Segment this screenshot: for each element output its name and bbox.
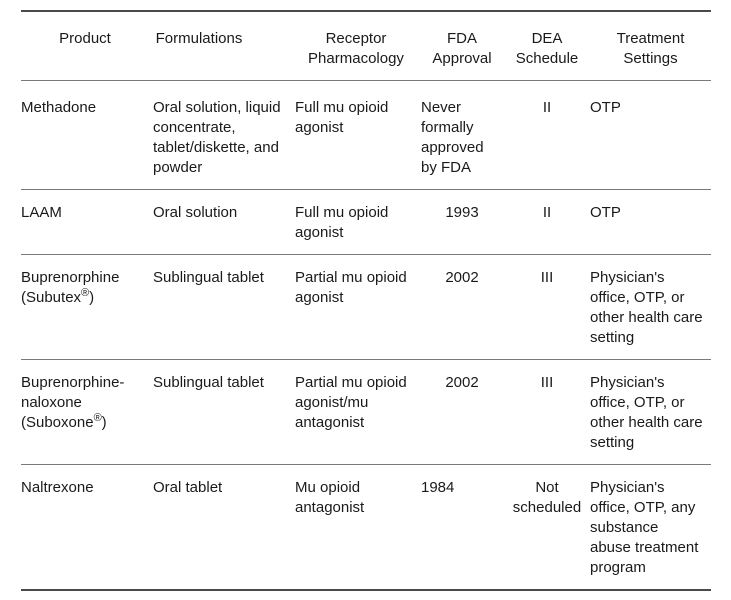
registered-mark: ® (93, 412, 102, 424)
cell-line: office, OTP, or (590, 394, 685, 411)
header-line: DEA (531, 30, 563, 47)
table-cell-settings (590, 478, 711, 578)
header-product-text: Product (59, 30, 111, 47)
cell-line: III (540, 374, 554, 391)
cell-line: II (542, 99, 552, 116)
cell-line: agonist (295, 119, 344, 136)
cell-line: antagonist (295, 414, 365, 431)
cell-line: approved (421, 139, 484, 156)
table-cell-receptor (295, 268, 417, 308)
header-dea-schedule (507, 29, 587, 69)
cell-line: Full mu opioid (295, 204, 389, 221)
cell-line: other health care (590, 309, 703, 326)
table-cell-settings (590, 373, 711, 453)
row-divider (21, 254, 711, 255)
row-divider (21, 189, 711, 190)
cell-line: setting (590, 434, 635, 451)
header-line: Treatment (616, 30, 685, 47)
table-cell-settings (590, 268, 711, 348)
header-product (21, 29, 149, 49)
cell-line: Sublingual tablet (153, 269, 264, 286)
table-cell-fda (421, 268, 503, 288)
table-cell-settings (590, 98, 711, 118)
cell-line: agonist (295, 289, 344, 306)
cell-line: Oral tablet (153, 479, 223, 496)
cell-line: Never (421, 99, 462, 116)
closing-paren: ) (101, 414, 107, 431)
cell-line: tablet/diskette, and (153, 139, 279, 156)
header-line: Settings (623, 50, 678, 67)
cell-line: Naltrexone (21, 479, 94, 496)
cell-line: other health care (590, 414, 703, 431)
header-formulations (135, 29, 263, 49)
closing-paren: ) (89, 289, 95, 306)
cell-line: office, OTP, or (590, 289, 685, 306)
table-cell-product (21, 203, 149, 223)
cell-line: agonist/mu (295, 394, 369, 411)
cell-line: formally (421, 119, 474, 136)
cell-line: 2002 (445, 269, 479, 286)
table-cell-dea (507, 268, 587, 288)
table-cell-fda (421, 203, 503, 223)
brand-name: (Subutex (21, 289, 82, 306)
cell-line: Partial mu opioid (295, 374, 407, 391)
cell-line: concentrate, (153, 119, 236, 136)
table-cell-formulations (153, 373, 291, 393)
table-cell-fda (421, 478, 503, 498)
table-cell-dea (507, 98, 587, 118)
cell-line: Sublingual tablet (153, 374, 264, 391)
table-cell-receptor (295, 98, 417, 138)
cell-line: substance (590, 519, 659, 536)
table-cell-product (21, 268, 149, 308)
table-cell-product (21, 478, 149, 498)
cell-line: office, OTP, any (590, 499, 696, 516)
table-cell-formulations (153, 268, 291, 288)
header-line: Receptor (325, 30, 387, 47)
header-line: Pharmacology (308, 50, 404, 67)
cell-line: Full mu opioid (295, 99, 389, 116)
cell-line: III (540, 269, 554, 286)
cell-line: program (590, 559, 646, 576)
registered-mark: ® (81, 287, 90, 299)
cell-line: II (542, 204, 552, 221)
cell-line: Physician's (590, 479, 665, 496)
table-cell-formulations (153, 478, 291, 498)
cell-line: Physician's (590, 269, 665, 286)
cell-line: Oral solution (153, 204, 238, 221)
table-cell-product (21, 373, 149, 433)
table-cell-receptor (295, 203, 417, 243)
row-divider (21, 464, 711, 465)
table-cell-formulations (153, 98, 291, 178)
cell-line: antagonist (295, 499, 365, 516)
cell-line: OTP (590, 99, 621, 116)
cell-line (21, 288, 149, 308)
cell-line: abuse treatment (590, 539, 699, 556)
brand-name: (Suboxone (21, 414, 94, 431)
table-cell-receptor (295, 373, 417, 433)
table-bottom-rule (21, 589, 711, 591)
cell-line: Partial mu opioid (295, 269, 407, 286)
cell-line: agonist (295, 224, 344, 241)
cell-line: scheduled (512, 499, 582, 516)
table-cell-fda (421, 98, 503, 178)
table-cell-fda (421, 373, 503, 393)
cell-line: Oral solution, liquid (153, 99, 281, 116)
cell-line: 2002 (445, 374, 479, 391)
cell-line: LAAM (21, 204, 62, 221)
table-cell-product (21, 98, 149, 118)
cell-line: by FDA (421, 159, 472, 176)
table-cell-receptor (295, 478, 417, 518)
cell-line: Not (535, 479, 559, 496)
header-line: FDA (447, 30, 477, 47)
cell-line: powder (153, 159, 203, 176)
cell-line: setting (590, 329, 635, 346)
cell-line: Mu opioid (295, 479, 361, 496)
cell-line: 1984 (421, 479, 455, 496)
table-cell-dea (507, 373, 587, 393)
header-receptor-pharmacology (295, 29, 417, 69)
cell-line: Methadone (21, 99, 97, 116)
cell-line (21, 413, 149, 433)
table-cell-formulations (153, 203, 291, 223)
cell-line: OTP (590, 204, 621, 221)
row-divider (21, 359, 711, 360)
header-formulations-text: Formulations (155, 30, 243, 47)
table-cell-dea (507, 478, 587, 518)
header-treatment-settings (590, 29, 711, 69)
header-line: Approval (432, 50, 492, 67)
cell-line: Buprenorphine (21, 269, 120, 286)
cell-line: Buprenorphine- (21, 374, 125, 391)
header-bottom-rule (21, 80, 711, 81)
header-line: Schedule (515, 50, 579, 67)
table-cell-dea (507, 203, 587, 223)
cell-line: 1993 (445, 204, 479, 221)
table-cell-settings (590, 203, 711, 223)
table-top-rule (21, 10, 711, 12)
header-fda-approval (421, 29, 503, 69)
cell-line: Physician's (590, 374, 665, 391)
cell-line: naloxone (21, 394, 82, 411)
